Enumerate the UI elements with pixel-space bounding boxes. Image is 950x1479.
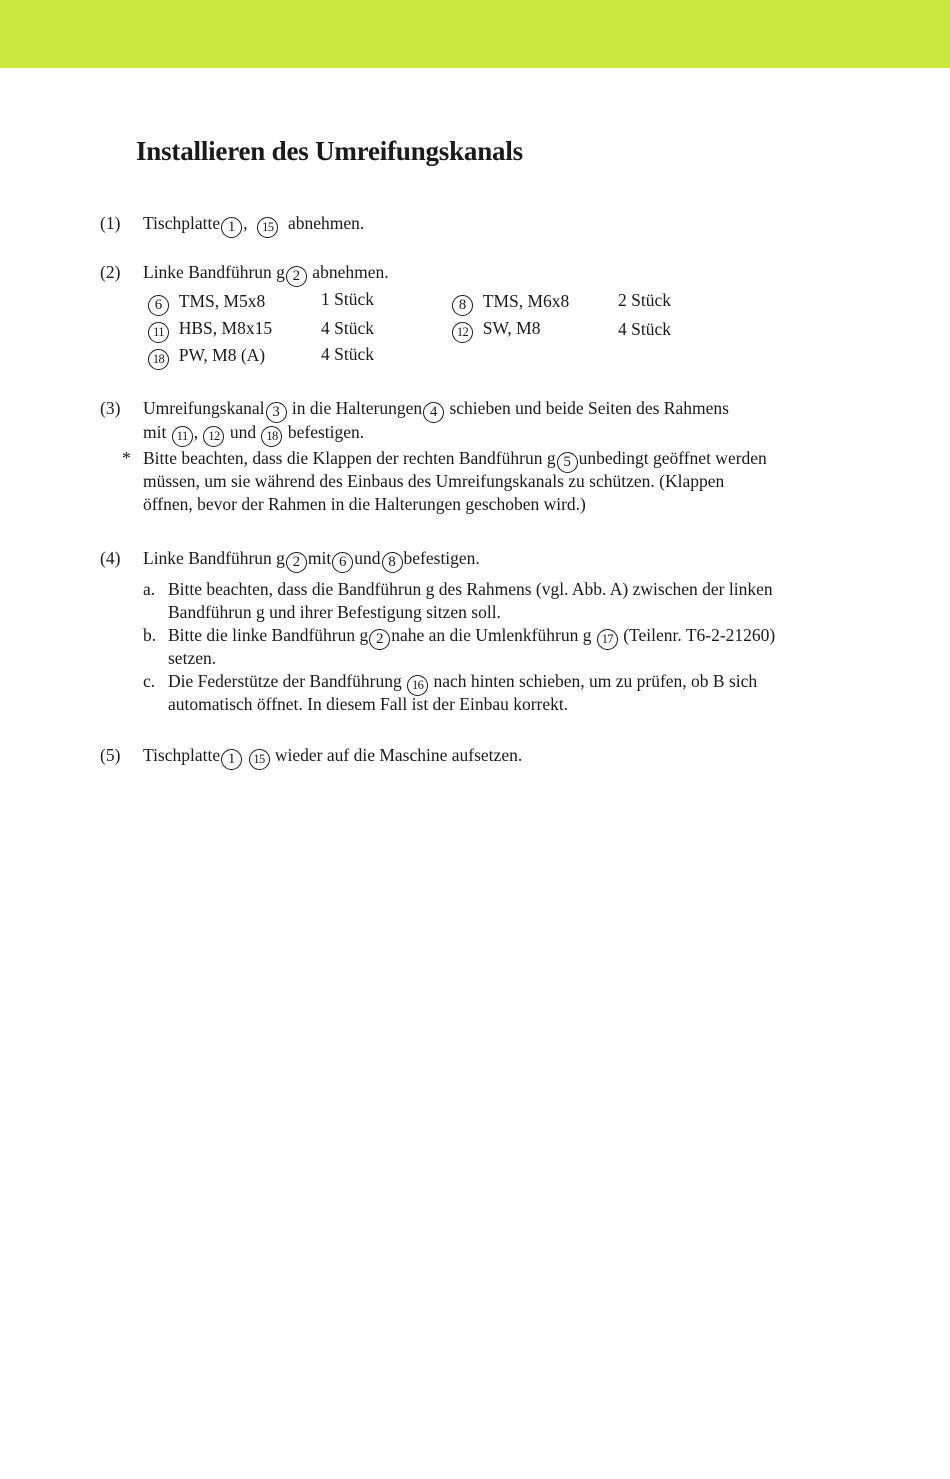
step-1-text: Tischplatte 1 , 15 abnehmen.	[143, 212, 364, 238]
step-number: (4)	[100, 548, 121, 568]
part-number-circle: 8	[382, 552, 403, 573]
part-number-circle: 11	[148, 322, 169, 343]
substep-a-text-line2: Bandführun g und ihrer Befestigung sitzen soll.	[168, 602, 501, 622]
step-number: (1)	[100, 213, 121, 233]
step-4	[100, 547, 120, 569]
part-number-circle: 2	[286, 552, 307, 573]
part-name: HBS, M8x15	[178, 318, 273, 338]
page-title: Installieren des Umreifungskanals	[136, 136, 523, 166]
substep-a-text: Bitte beachten, dass die Bandführun g des Rahmens (vgl. Abb. A) zwischen der linken	[168, 579, 773, 599]
part-number-circle: 1	[221, 749, 242, 770]
step-1	[100, 212, 120, 234]
part-qty: 4 Stück	[321, 344, 374, 364]
parts-item	[451, 317, 540, 343]
substep-b-text: Bitte die linke Bandführun g 2 nahe an die Umlenkführun g 17 (Teilenr. T6-2-21260)	[168, 624, 775, 650]
part-number-circle: 2	[286, 266, 307, 287]
part-number-circle: 3	[266, 402, 287, 423]
part-number-circle: 12	[203, 426, 224, 447]
part-name: TMS, M6x8	[482, 291, 570, 311]
part-number-circle: 16	[407, 675, 428, 696]
step-3-text-line2: mit 11 , 12 und 18 befestigen.	[143, 421, 364, 447]
step-number: (5)	[100, 745, 121, 765]
note-marker: *	[122, 448, 131, 468]
parts-item	[147, 344, 265, 370]
part-qty: 2 Stück	[618, 290, 671, 310]
parts-item	[451, 290, 569, 316]
step-3	[100, 397, 120, 419]
part-number-circle: 1	[221, 217, 242, 238]
part-qty: 4 Stück	[321, 318, 374, 338]
part-number-circle: 15	[257, 217, 278, 238]
part-name: PW, M8 (A)	[178, 345, 266, 365]
part-number-circle: 4	[423, 402, 444, 423]
substep-marker: a.	[143, 579, 156, 599]
part-name: SW, M8	[482, 318, 541, 338]
step-2-text: Linke Bandführun g 2 abnehmen.	[143, 261, 389, 287]
part-number-circle: 15	[249, 749, 270, 770]
part-number-circle: 6	[332, 552, 353, 573]
note-text-line2: müssen, um sie während des Einbaus des Umreifungskanals zu schützen. (Klappen	[143, 471, 725, 491]
step-2	[100, 261, 120, 283]
step-5	[100, 744, 120, 766]
step-number: (3)	[100, 398, 121, 418]
step-3-text: Umreifungskanal 3 in die Halterungen 4 schieben und beide Seiten des Rahmens	[143, 397, 729, 423]
part-number-circle: 17	[597, 629, 618, 650]
substep-b-text-line2: setzen.	[168, 648, 217, 668]
note-text-line3: öffnen, bevor der Rahmen in die Halterungen geschoben wird.)	[143, 494, 586, 514]
substep-marker: b.	[143, 625, 157, 645]
part-number-circle: 5	[557, 452, 578, 473]
top-color-band	[0, 0, 950, 68]
substep-marker: c.	[143, 671, 156, 691]
part-qty: 4 Stück	[618, 319, 671, 339]
part-name: TMS, M5x8	[178, 291, 266, 311]
parts-item	[147, 290, 265, 316]
parts-item	[147, 317, 272, 343]
step-4-text: Linke Bandführun g 2 mit 6 und 8 befestigen.	[143, 547, 480, 573]
part-number-circle: 2	[369, 629, 390, 650]
step-5-text: Tischplatte 1 15 wieder auf die Maschine aufsetzen.	[143, 744, 522, 770]
part-qty: 1 Stück	[321, 289, 374, 309]
substep-c-text-line2: automatisch öffnet. In diesem Fall ist der Einbau korrekt.	[168, 694, 569, 714]
part-number-circle: 18	[148, 349, 169, 370]
part-number-circle: 8	[452, 295, 473, 316]
part-number-circle: 6	[148, 295, 169, 316]
step-number: (2)	[100, 262, 121, 282]
part-number-circle: 18	[261, 426, 282, 447]
part-number-circle: 12	[452, 322, 473, 343]
substep-c-text: Die Federstütze der Bandführung 16 nach hinten schieben, um zu prüfen, ob B sich	[168, 670, 757, 696]
note-text: Bitte beachten, dass die Klappen der rechten Bandführun g 5 unbedingt geöffnet werden	[143, 447, 767, 473]
part-number-circle: 11	[172, 426, 193, 447]
